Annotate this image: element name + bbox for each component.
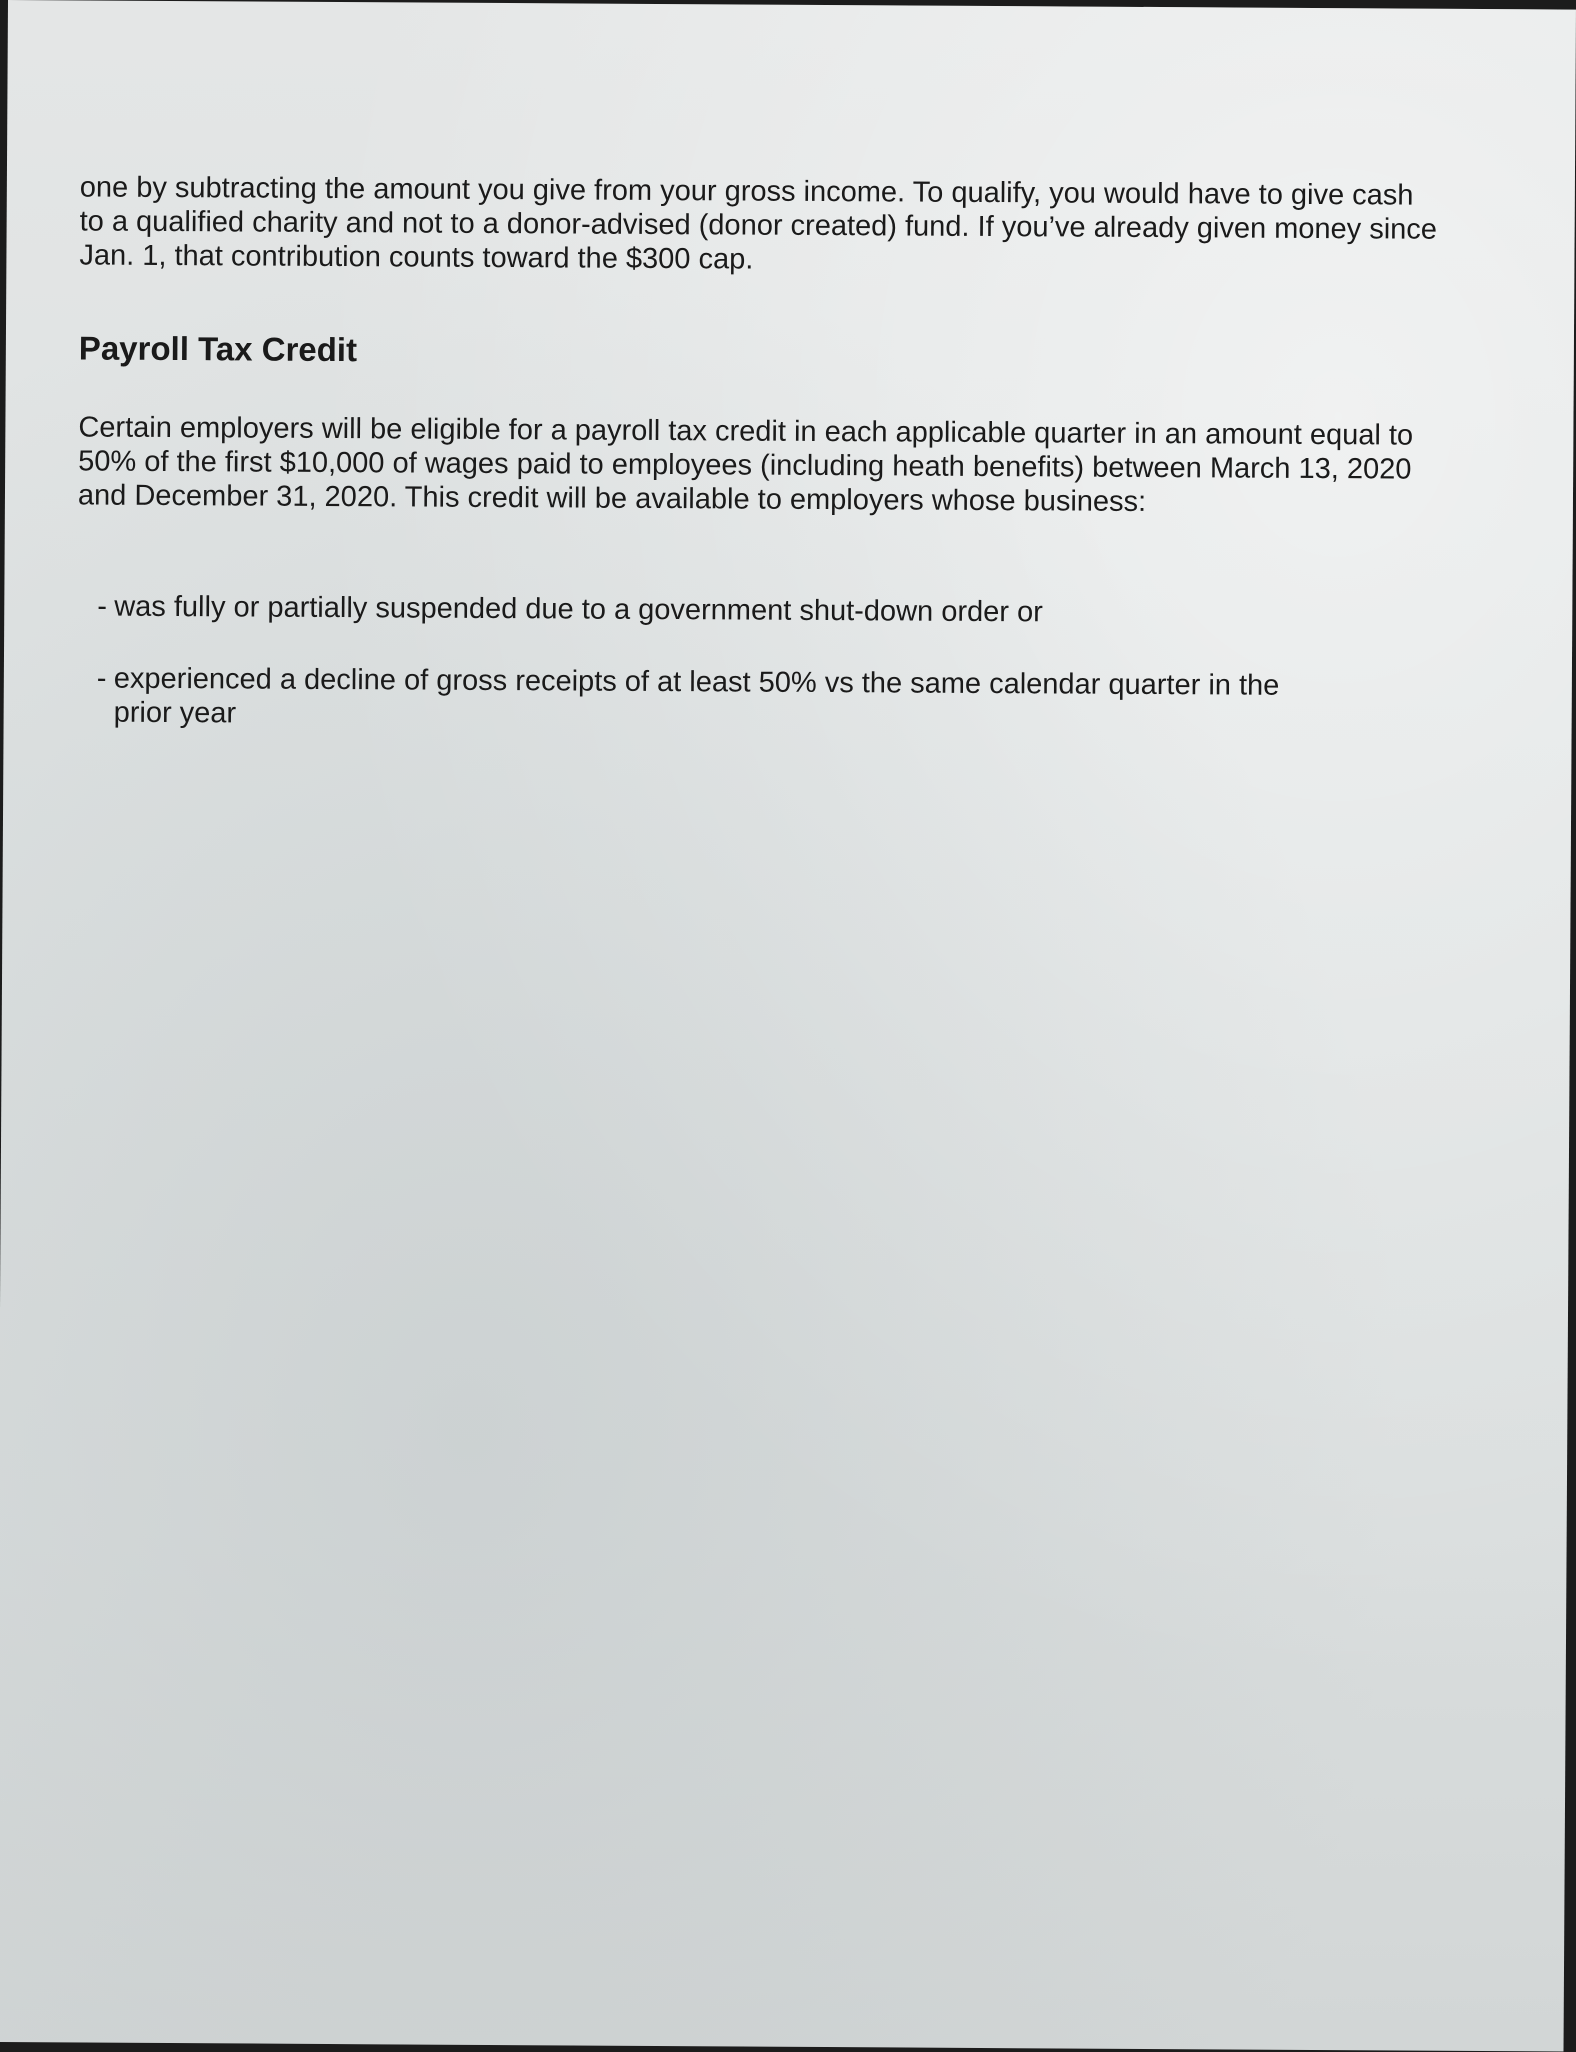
bullet-marker: - [96, 662, 107, 695]
bullet-text: experienced a decline of gross receipts of at least 50% vs the same calendar quarter in the prior year [113, 662, 1280, 730]
bullet-marker: - [97, 590, 108, 623]
document-body [77, 170, 1560, 730]
intro-paragraph: one by subtracting the amount you give from your gross income. To qualify, you would have to give cash to a qualified charity and not to a donor-advised (donor created) fund. If you’ve already given money since Jan. 1, that contribution counts toward the $300 cap. [79, 171, 1438, 276]
section-paragraph: Certain employers will be eligible for a payroll tax credit in each applicable quarter in an amount equal to 50% of the first $10,000 of wages paid to employees (including heath benefits) between March 13, 2020 and December 31, 2020. This credit will be available to employers whose business: [77, 411, 1414, 518]
bullet-text: was fully or partially suspended due to a government shut-down order or [114, 590, 1043, 629]
list-item [97, 556, 1043, 630]
section-heading: Payroll Tax Credit [78, 329, 358, 369]
list-item [97, 628, 1280, 737]
